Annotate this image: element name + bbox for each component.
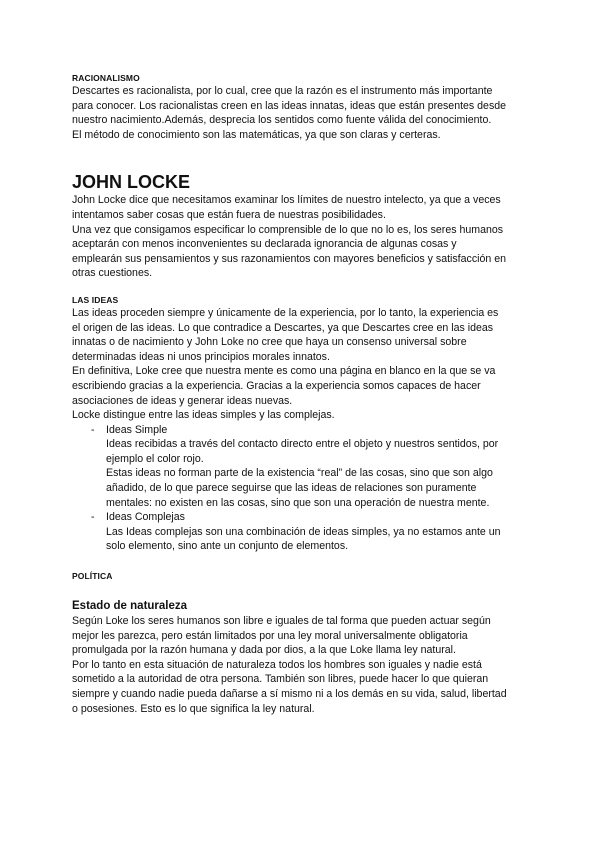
section-john-locke (72, 171, 532, 281)
paragraph-line: determinadas ideas ni unos principios morales innatos. (72, 350, 330, 363)
paragraph-line: Locke distingue entre las ideas simples y las complejas. (72, 409, 335, 422)
paragraph-line: Ideas recibidas a través del contacto directo entre el objeto y nuestros sentidos, por (106, 438, 499, 451)
paragraph-line: intentamos saber cosas que están fuera de nuestras posibilidades. (72, 208, 386, 221)
paragraph-line: Estas ideas no forman parte de la existencia “real” de las cosas, sino que son algo (106, 467, 493, 480)
paragraph-line: promulgada por la razón humana y dada por dios, a la que Loke llama ley natural. (72, 644, 456, 657)
section-title: JOHN LOCKE (72, 172, 191, 193)
paragraph-line: sometido a la autoridad de otra persona. También son libres, puede hacer lo que quieran (72, 673, 489, 686)
list-item-ideas-simple (72, 423, 532, 511)
list-item-body (106, 525, 532, 554)
paragraph-line: solo elemento, sino ante un conjunto de elementos. (106, 540, 349, 553)
paragraph-line: Las ideas proceden siempre y únicamente de la experiencia, por lo tanto, la experiencia es (72, 306, 499, 319)
paragraph-line: siempre y cuando nadie pueda dañarse a sí mismo ni a los demás en su vida, salud, libertad (72, 688, 507, 700)
paragraph-line: Según Loke los seres humanos son libre e iguales de tal forma que pueden actuar según (72, 615, 491, 628)
paragraph-line: Las Ideas complejas son una combinación de ideas simples, ya no estamos ante un (106, 525, 501, 538)
paragraph-line: añadido, de lo que parece seguirse que las ideas de relaciones son puramente (106, 482, 477, 495)
list-item-title: - Ideas Complejas (106, 511, 185, 524)
paragraph-line: En definitiva, Loke cree que nuestra mente es como una página en blanco en la que se va (72, 365, 496, 378)
paragraph-line: para conocer. Los racionalistas creen en las ideas innatas, ideas que están presentes desde (72, 99, 507, 112)
paragraph-line: escribiendo gracias a la experiencia. Gracias a la experiencia somos capaces de hacer (72, 379, 481, 392)
paragraph-line: ejemplo el color rojo. (106, 452, 204, 465)
paragraph-line: John Locke dice que necesitamos examinar los límites de nuestro intelecto, ya que a veces (72, 194, 501, 207)
paragraph-block (72, 614, 532, 716)
paragraph-line: Descartes es racionalista, por lo cual, cree que la razón es el instrumento más importante (72, 85, 493, 97)
paragraph-line: aceptarán con menos inconvenientes su declarada ignorancia de algunas cosas y (72, 238, 457, 251)
document-page (72, 72, 532, 716)
list-item-body (106, 437, 532, 510)
paragraph-line: mejor les parezca, pero están limitados por una ley moral universalmente obligatoria (72, 629, 468, 642)
paragraph-line: otras cuestiones. (72, 267, 153, 280)
paragraph-line: emplearán sus pensamientos y sus razonamientos con mayores beneficios y satisfacción en (72, 252, 506, 265)
paragraph-line: El método de conocimiento son las matemáticas, ya que son claras y certeras. (72, 128, 441, 141)
section-heading: RACIONALISMO (72, 73, 140, 83)
subsection-heading: Estado de naturaleza (72, 600, 188, 613)
ideas-list (72, 423, 532, 554)
list-item-ideas-complejas (72, 510, 532, 554)
paragraph-line: Por lo tanto en esta situación de naturaleza todos los hombres son iguales y nadie está (72, 658, 482, 671)
section-las-ideas (72, 294, 532, 554)
section-racionalismo (72, 72, 532, 142)
paragraph-line: mentales: no existen en las cosas, sino que son una operación de nuestra mente. (106, 496, 490, 509)
paragraph-line: nuestro nacimiento.Además, desprecia los sentidos como fuente válida del conocimiento. (72, 114, 492, 127)
section-heading: LAS IDEAS (72, 294, 119, 305)
section-politica (72, 570, 532, 716)
section-heading: POLÍTICA (72, 571, 113, 582)
paragraph-line: o posesiones. Esto es lo que significa la ley natural. (72, 702, 315, 715)
paragraph-line: el origen de las ideas. Lo que contradice a Descartes, ya que Descartes cree en las ideas (72, 321, 494, 334)
list-item-title: - Ideas Simple (106, 423, 168, 436)
paragraph-line: Una vez que consigamos especificar lo comprensible de lo que no lo es, los seres humanos (72, 223, 504, 236)
paragraph-line: innatas o de nacimiento y John Loke no cree que haya un consenso universal sobre (72, 336, 467, 349)
paragraph-line: asociaciones de ideas y generar ideas nuevas. (72, 394, 293, 407)
